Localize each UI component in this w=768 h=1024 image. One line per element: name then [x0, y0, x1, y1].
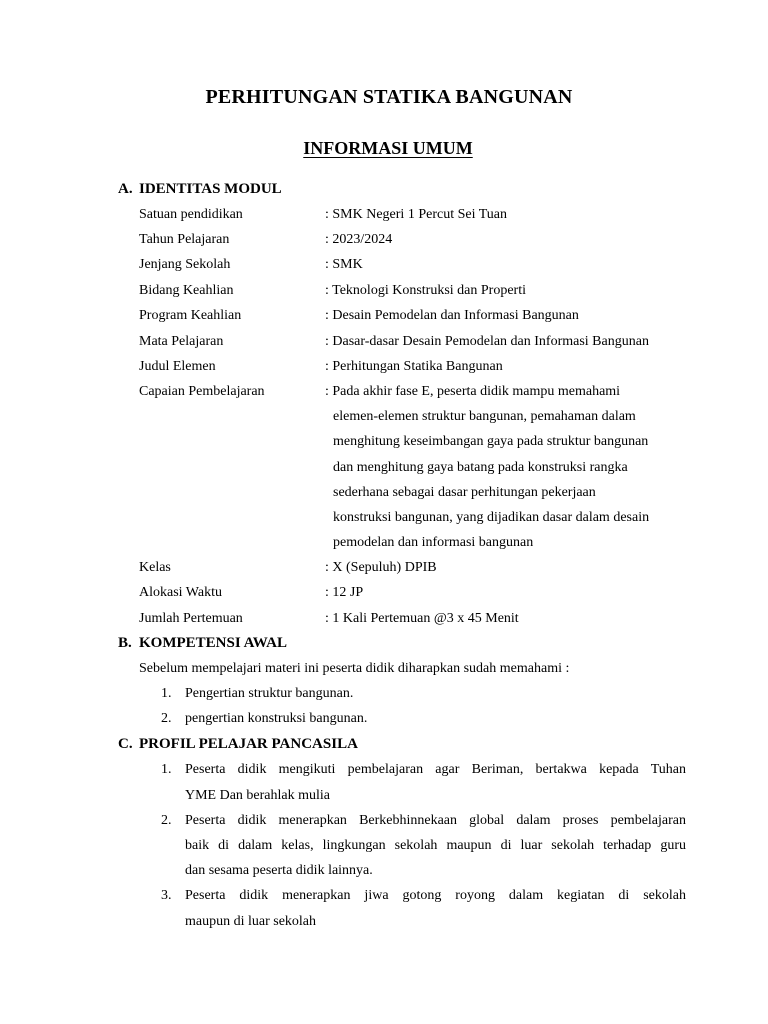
capaian-line: pemodelan dan informasi bangunan	[333, 535, 534, 550]
identity-label: Capaian Pembelajaran	[139, 384, 265, 399]
identity-label: Program Keahlian	[139, 308, 242, 323]
list-line: dan sesama peserta didik lainnya.	[185, 863, 373, 878]
identity-label: Alokasi Waktu	[139, 585, 222, 600]
identity-value: : 2023/2024	[325, 232, 393, 247]
identity-value: : 12 JP	[325, 585, 364, 600]
section-a-letter: A.	[118, 181, 133, 197]
identity-value: : X (Sepuluh) DPIB	[325, 560, 437, 575]
list-line: maupun di luar sekolah	[185, 914, 317, 929]
identity-value: : SMK Negeri 1 Percut Sei Tuan	[325, 207, 507, 222]
identity-value: : 1 Kali Pertemuan @3 x 45 Menit	[325, 611, 519, 626]
page-title: PERHITUNGAN STATIKA BANGUNAN	[205, 86, 573, 108]
section-b-title: KOMPETENSI AWAL	[139, 635, 287, 651]
section-b-intro: Sebelum mempelajari materi ini peserta didik diharapkan sudah memahami :	[139, 661, 570, 676]
identity-label: Judul Elemen	[139, 359, 216, 374]
identity-label: Kelas	[139, 560, 171, 575]
identity-value: : Teknologi Konstruksi dan Properti	[325, 283, 526, 298]
capaian-line: menghitung keseimbangan gaya pada struktur bangunan	[333, 434, 649, 449]
identity-value: : Desain Pemodelan dan Informasi Bangunan	[325, 308, 579, 323]
identity-label: Tahun Pelajaran	[139, 232, 230, 247]
section-c-heading	[118, 736, 358, 753]
section-a-title: IDENTITAS MODUL	[139, 181, 282, 197]
identity-value: : Perhitungan Statika Bangunan	[325, 359, 503, 374]
list-text: Pengertian struktur bangunan.	[185, 686, 354, 701]
list-text: pengertian konstruksi bangunan.	[185, 711, 368, 726]
list-number: 3.	[161, 888, 172, 903]
list-line: Peserta didik menerapkan Berkebhinnekaan global dalam proses pembelajaran	[185, 813, 686, 828]
list-number: 1.	[161, 762, 172, 777]
identity-value: : SMK	[325, 257, 363, 272]
identity-label: Jumlah Pertemuan	[139, 611, 243, 626]
list-line: Peserta didik mengikuti pembelajaran agar Beriman, bertakwa kepada Tuhan	[185, 762, 686, 777]
list-number: 2.	[161, 711, 172, 726]
section-b-heading	[118, 635, 287, 652]
section-c-letter: C.	[118, 736, 133, 752]
capaian-line: sederhana sebagai dasar perhitungan pekerjaan	[333, 485, 596, 500]
section-b-letter: B.	[118, 635, 132, 651]
capaian-line: dan menghitung gaya batang pada konstruksi rangka	[333, 460, 628, 475]
identity-label: Satuan pendidikan	[139, 207, 243, 222]
list-number: 2.	[161, 813, 172, 828]
identity-value: : Pada akhir fase E, peserta didik mampu memahami	[325, 384, 621, 399]
section-subtitle: INFORMASI UMUM	[303, 138, 473, 158]
list-line: YME Dan berahlak mulia	[185, 788, 331, 803]
list-number: 1.	[161, 686, 172, 701]
list-line: baik di dalam kelas, lingkungan sekolah maupun di luar sekolah terhadap guru	[185, 838, 686, 853]
identity-label: Jenjang Sekolah	[139, 257, 231, 272]
identity-label: Mata Pelajaran	[139, 334, 224, 349]
section-c-title: PROFIL PELAJAR PANCASILA	[139, 736, 358, 752]
section-a-heading	[118, 181, 282, 198]
list-line: Peserta didik menerapkan jiwa gotong royong dalam kegiatan di sekolah	[185, 888, 686, 903]
capaian-line: elemen-elemen struktur bangunan, pemahaman dalam	[333, 409, 636, 424]
capaian-line: konstruksi bangunan, yang dijadikan dasar dalam desain	[333, 510, 650, 525]
identity-value: : Dasar-dasar Desain Pemodelan dan Informasi Bangunan	[325, 334, 649, 349]
identity-label: Bidang Keahlian	[139, 283, 234, 298]
